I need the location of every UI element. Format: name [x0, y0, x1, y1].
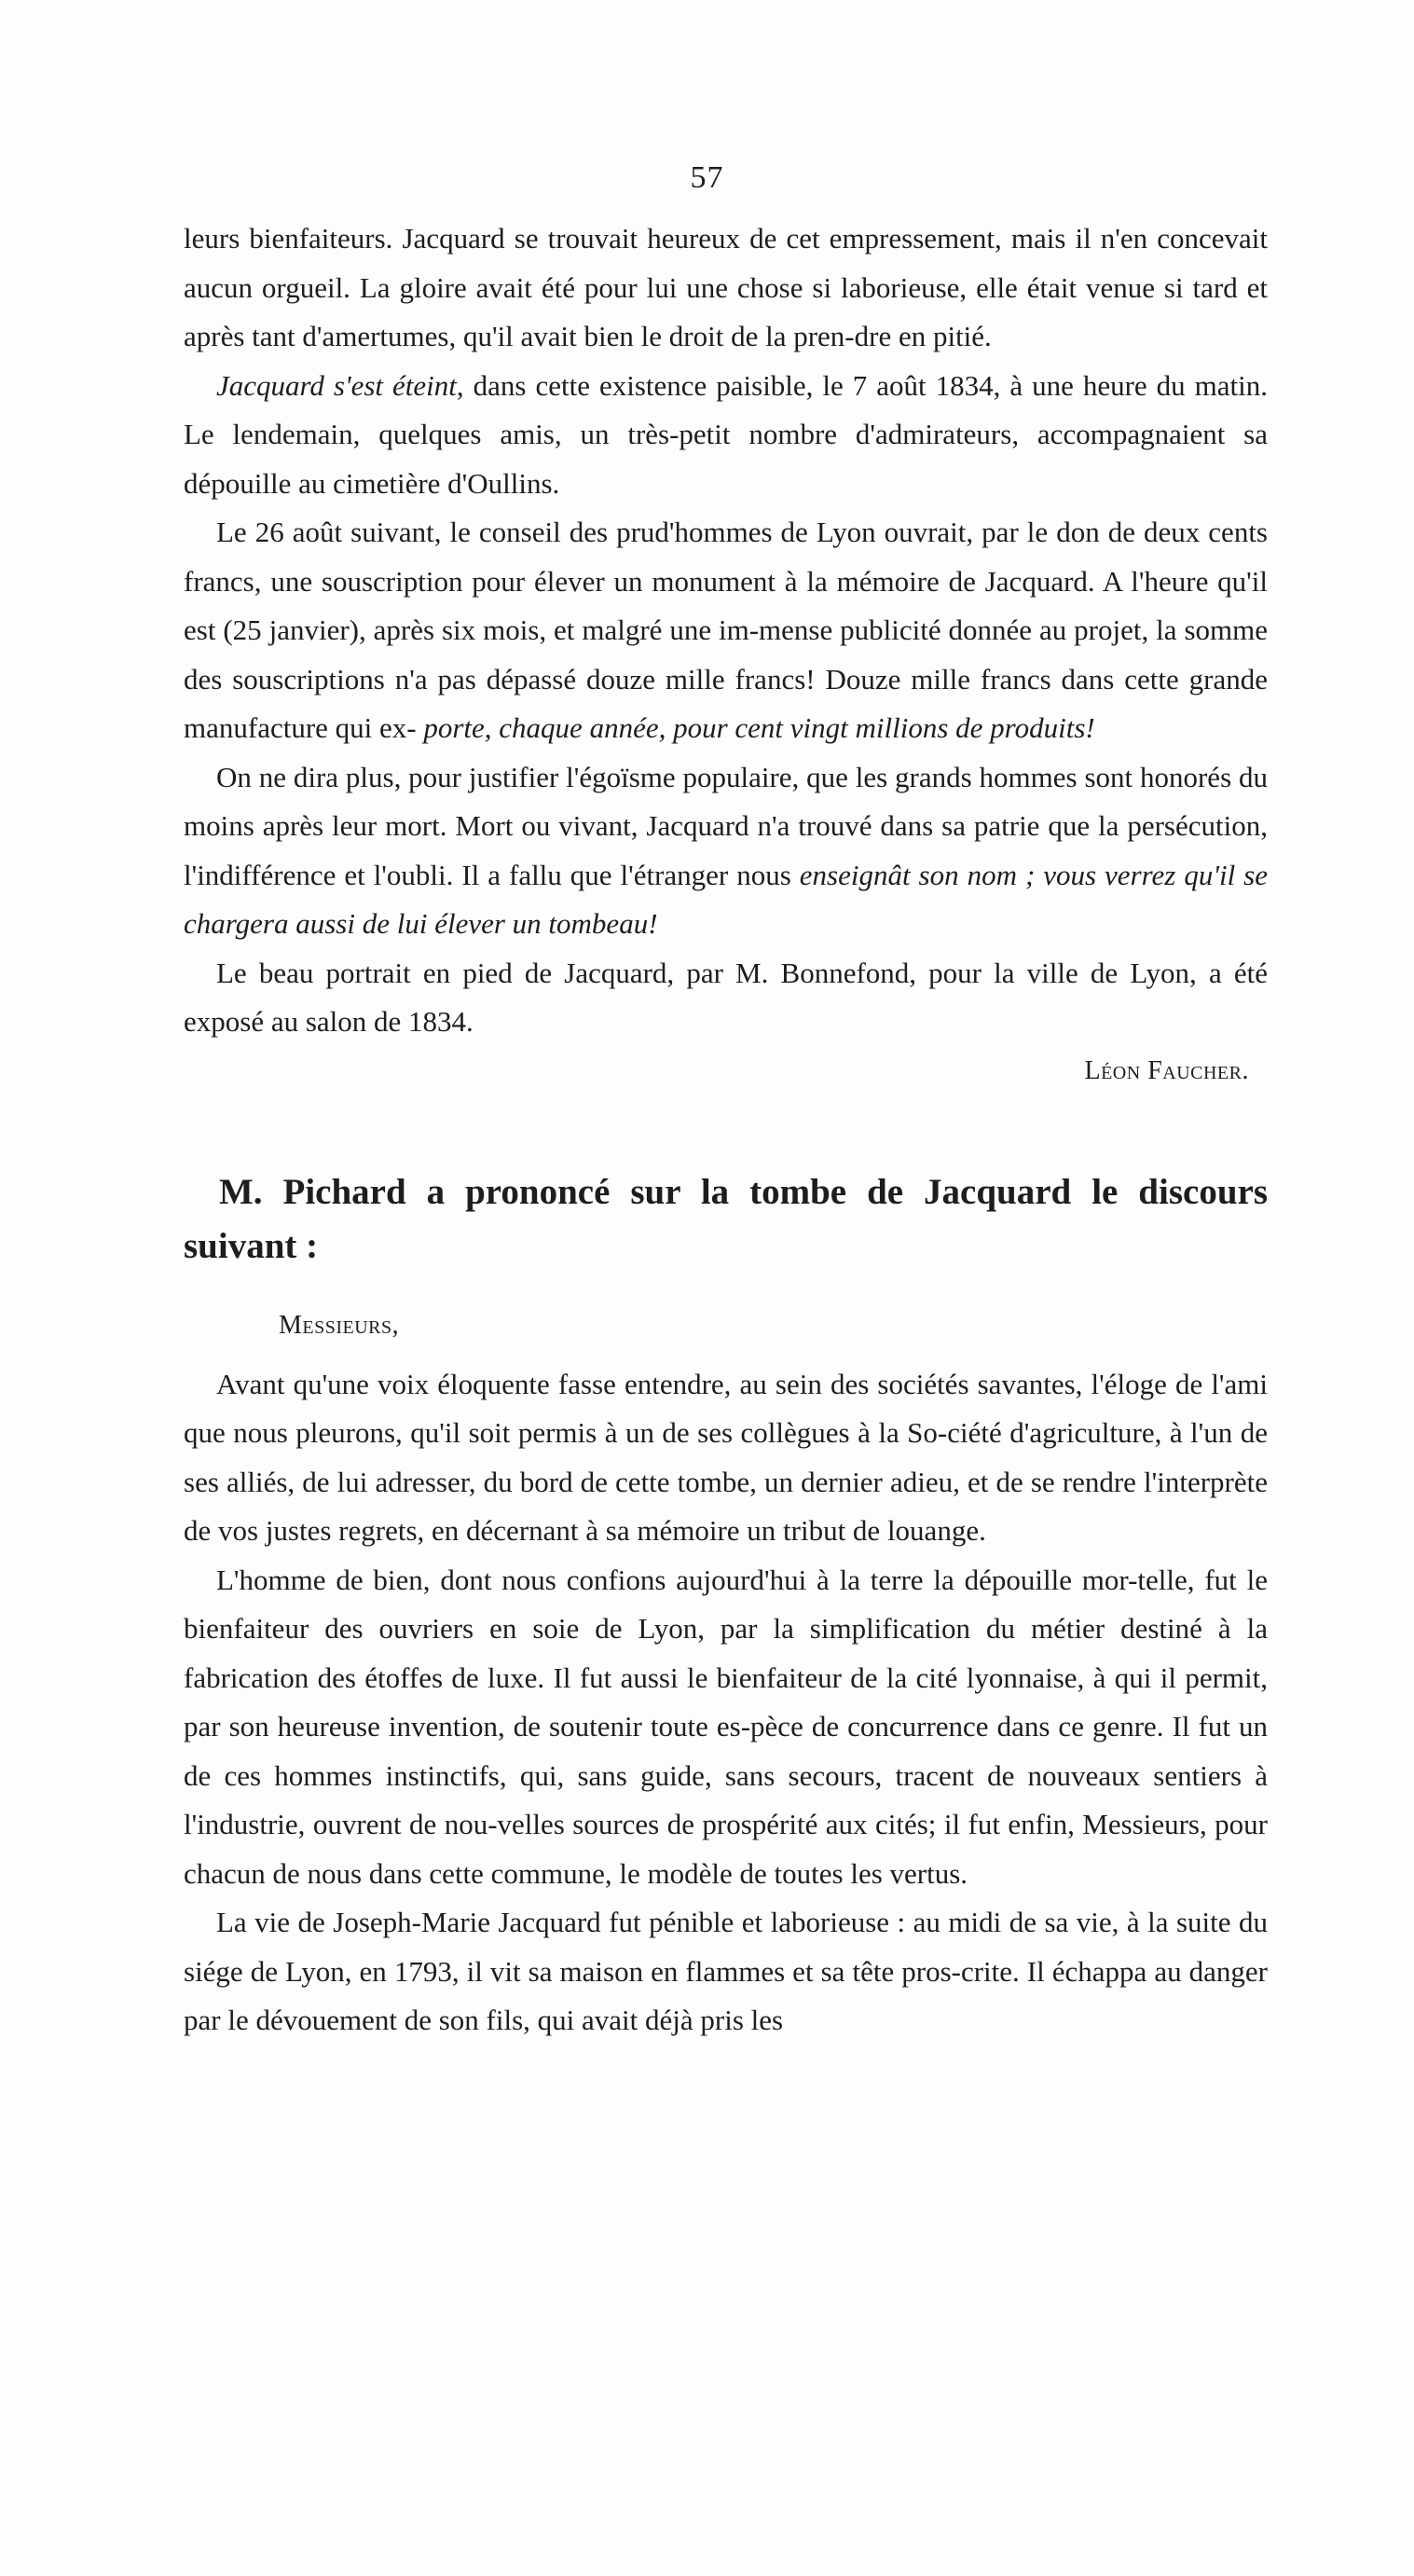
paragraph — [184, 362, 1268, 509]
italic-phrase: enseignât son nom ; vous verrez qu'il se chargera aussi de lui élever un tombeau! — [184, 858, 1268, 940]
author-signature: Léon Faucher. — [1084, 1055, 1249, 1085]
paragraph: leurs bienfaiteurs. Jacquard se trouvait heureux de cet empressement, mais il n'en concevait aucun orgueil. La gloire avait été pour lui une chose si laborieuse, elle était venue si tard et après tant d'amertumes, qu'il avait bien le droit de la pren-dre en pitié. — [184, 222, 1268, 352]
page-number: 57 — [690, 160, 724, 195]
paragraph: La vie de Joseph-Marie Jacquard fut pénible et laborieuse : au midi de sa vie, à la suite du siége de Lyon, en 1793, il vit sa maison en flammes et sa tête pros-crite. Il échappa au danger par le dévouement de son fils, qui avait déjà pris les — [184, 1906, 1268, 2036]
paragraph-text: , dans cette existence paisible, le 7 août 1834, à une heure du matin. Le lendemain, quelques amis, un très-petit nombre d'admirateurs, accompagnaient sa dépouille au cimetière d'Oullins. — [184, 368, 1269, 500]
paragraph: Le beau portrait en pied de Jacquard, par M. Bonnefond, pour la ville de Lyon, a été exposé au salon de 1834. — [184, 956, 1268, 1038]
italic-phrase: Jacquard s'est éteint — [216, 368, 457, 402]
paragraph-text: On ne dira plus, pour justifier l'égoïsme populaire, que les grands hommes sont honorés du moins après leur mort. Mort ou vivant, Jacquard n'a trouvé dans sa patrie que la persécution, l'indifférence et l'oubli. Il a fallu que l'étranger nous — [184, 760, 1268, 891]
paragraph — [184, 753, 1268, 949]
paragraph: L'homme de bien, dont nous confions aujourd'hui à la terre la dépouille mor-telle, fut le bienfaiteur des ouvriers en soie de Lyon, par la simplification du métier destiné à la fabrication des étoffes de luxe. Il fut aussi le bienfaiteur de la cité lyonnaise, à qui il permit, par son heureuse invention, de soutenir toute es-pèce de concurrence dans ce genre. Il fut un de ces hommes instinctifs, qui, sans guide, sans secours, tracent de nouveaux sentiers à l'industrie, ouvrent de nou-velles sources de prospérité aux cités; il fut enfin, Messieurs, pour chacun de nous dans cette commune, le modèle de toutes les vertus. — [184, 1563, 1268, 1890]
paragraph: Avant qu'une voix éloquente fasse entendre, au sein des sociétés savantes, l'éloge de l'ami que nous pleurons, qu'il soit permis à un de ses collègues à la So-ciété d'agriculture, à l'un de ses alliés, de lui adresser, du bord de cette tombe, un dernier adieu, et de se rendre l'interprète de vos justes regrets, en décernant à sa mémoire un tribut de louange. — [184, 1367, 1268, 1547]
italic-phrase: porte, chaque année, pour cent vingt millions de produits! — [423, 711, 1095, 744]
speech-text — [184, 1302, 1268, 2046]
paragraph — [184, 508, 1268, 753]
salutation: Messieurs, — [279, 1311, 400, 1340]
article-continuation — [184, 214, 1268, 1095]
paragraph-text: Le 26 août suivant, le conseil des prud'hommes de Lyon ouvrait, par le don de deux cents francs, une souscription pour élever un monument à la mémoire de Jacquard. A l'heure qu'il est (25 janvier), après six mois, et malgré une im-mense publicité donnée au projet, la somme des souscriptions n'a pas dépassé douze mille francs! Douze mille francs dans cette grande manufacture qui ex- — [184, 516, 1268, 744]
section-heading: M. Pichard a prononcé sur la tombe de Jacquard le discours suivant : — [184, 1172, 1268, 1266]
